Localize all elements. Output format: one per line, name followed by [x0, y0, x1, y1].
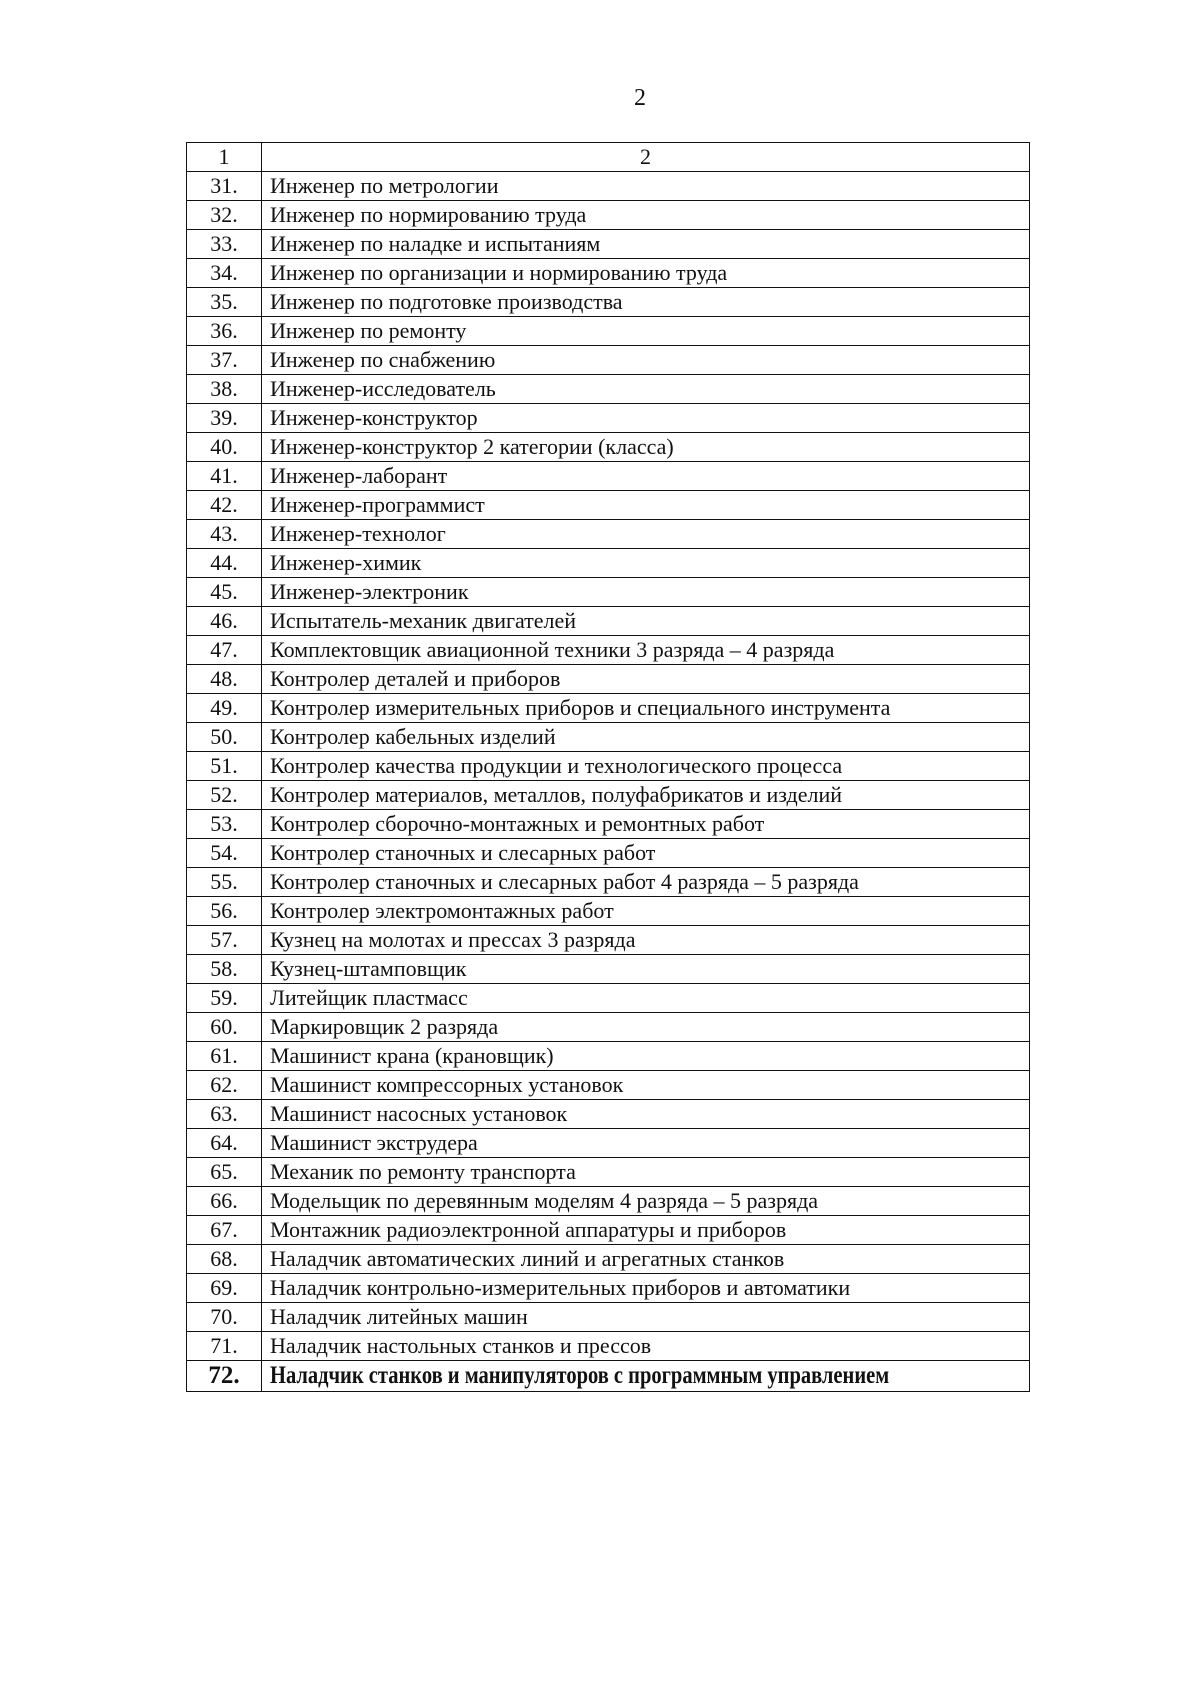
row-number-cell: 47. [187, 636, 262, 665]
row-name-cell: Машинист экструдера [262, 1129, 1030, 1158]
page-number: 2 [634, 85, 646, 111]
row-number-cell: 54. [187, 839, 262, 868]
table-row [187, 955, 1030, 984]
row-number-cell: 62. [187, 1071, 262, 1100]
row-name-cell: Инженер по снабжению [262, 346, 1030, 375]
row-number-cell: 59. [187, 984, 262, 1013]
table-row [187, 1361, 1030, 1392]
row-number-cell: 71. [187, 1332, 262, 1361]
row-name-cell: Инженер по ремонту [262, 317, 1030, 346]
row-number-cell: 37. [187, 346, 262, 375]
table-row [187, 868, 1030, 897]
table-row [187, 926, 1030, 955]
table-row [187, 520, 1030, 549]
table-row [187, 491, 1030, 520]
header-cell-number: 1 [187, 143, 262, 172]
row-name-cell: Механик по ремонту транспорта [262, 1158, 1030, 1187]
row-name-cell: Инженер-технолог [262, 520, 1030, 549]
row-number-cell: 46. [187, 607, 262, 636]
table-header-row [187, 143, 1030, 172]
row-number-cell: 50. [187, 723, 262, 752]
table-row [187, 1071, 1030, 1100]
row-name-cell: Испытатель-механик двигателей [262, 607, 1030, 636]
row-name-cell: Машинист компрессорных установок [262, 1071, 1030, 1100]
table-row [187, 1332, 1030, 1361]
row-name-cell: Контролер материалов, металлов, полуфабрикатов и изделий [262, 781, 1030, 810]
row-number-cell: 68. [187, 1245, 262, 1274]
row-name-cell: Инженер-химик [262, 549, 1030, 578]
table-row [187, 1129, 1030, 1158]
table-row [187, 317, 1030, 346]
table-row [187, 984, 1030, 1013]
row-number-cell: 39. [187, 404, 262, 433]
table-row [187, 781, 1030, 810]
row-number-cell: 35. [187, 288, 262, 317]
row-number-cell: 43. [187, 520, 262, 549]
table-row [187, 665, 1030, 694]
row-number-cell: 63. [187, 1100, 262, 1129]
table-row [187, 839, 1030, 868]
row-name-cell: Инженер-конструктор [262, 404, 1030, 433]
table-row [187, 433, 1030, 462]
table-row [187, 172, 1030, 201]
row-number-cell: 69. [187, 1274, 262, 1303]
row-name-cell: Кузнец-штамповщик [262, 955, 1030, 984]
table-row [187, 1303, 1030, 1332]
row-number-cell: 34. [187, 259, 262, 288]
table-row [187, 578, 1030, 607]
professions-table [186, 142, 1030, 1392]
row-name-cell: Контролер электромонтажных работ [262, 897, 1030, 926]
row-name-cell: Инженер-программист [262, 491, 1030, 520]
row-name-cell: Машинист крана (крановщик) [262, 1042, 1030, 1071]
row-number-cell: 66. [187, 1187, 262, 1216]
row-number-cell: 38. [187, 375, 262, 404]
table-row [187, 462, 1030, 491]
row-number-cell: 65. [187, 1158, 262, 1187]
table-row [187, 810, 1030, 839]
table-row [187, 1216, 1030, 1245]
row-name-cell: Кузнец на молотах и прессах 3 разряда [262, 926, 1030, 955]
row-name-cell: Монтажник радиоэлектронной аппаратуры и приборов [262, 1216, 1030, 1245]
table-row [187, 1100, 1030, 1129]
row-number-cell: 64. [187, 1129, 262, 1158]
row-number-cell: 52. [187, 781, 262, 810]
table-row [187, 1187, 1030, 1216]
row-number-cell: 31. [187, 172, 262, 201]
row-name-cell: Контролер измерительных приборов и специального инструмента [262, 694, 1030, 723]
row-number-cell: 36. [187, 317, 262, 346]
row-name-cell: Машинист насосных установок [262, 1100, 1030, 1129]
row-number-cell: 45. [187, 578, 262, 607]
row-name-cell: Инженер-конструктор 2 категории (класса) [262, 433, 1030, 462]
row-name-cell: Маркировщик 2 разряда [262, 1013, 1030, 1042]
header-cell-name: 2 [262, 143, 1030, 172]
row-number-cell: 32. [187, 201, 262, 230]
row-name-cell: Литейщик пластмасс [262, 984, 1030, 1013]
row-name-cell: Инженер по нормированию труда [262, 201, 1030, 230]
row-number-cell: 40. [187, 433, 262, 462]
table-row [187, 1158, 1030, 1187]
table-row [187, 375, 1030, 404]
row-number-cell: 55. [187, 868, 262, 897]
row-number-cell: 44. [187, 549, 262, 578]
row-number-cell: 61. [187, 1042, 262, 1071]
table-row [187, 346, 1030, 375]
row-name-text: Наладчик станков и манипуляторов с программным управлением [270, 1362, 890, 1389]
table-row [187, 288, 1030, 317]
table-row [187, 897, 1030, 926]
row-number-cell: 70. [187, 1303, 262, 1332]
row-number-cell: 58. [187, 955, 262, 984]
table-row [187, 259, 1030, 288]
table-row [187, 694, 1030, 723]
row-name-cell: Контролер сборочно-монтажных и ремонтных работ [262, 810, 1030, 839]
table-row [187, 1042, 1030, 1071]
table-row [187, 636, 1030, 665]
row-number-cell: 51. [187, 752, 262, 781]
row-name-cell [262, 1361, 1030, 1392]
row-name-cell: Наладчик контрольно-измерительных приборов и автоматики [262, 1274, 1030, 1303]
row-name-cell: Контролер станочных и слесарных работ 4 разряда – 5 разряда [262, 868, 1030, 897]
row-number-cell: 33. [187, 230, 262, 259]
row-number-cell: 67. [187, 1216, 262, 1245]
table-row [187, 230, 1030, 259]
row-number-cell: 57. [187, 926, 262, 955]
row-name-cell: Наладчик автоматических линий и агрегатных станков [262, 1245, 1030, 1274]
row-name-cell: Контролер деталей и приборов [262, 665, 1030, 694]
row-name-cell: Инженер по организации и нормированию труда [262, 259, 1030, 288]
row-name-cell: Инженер-электроник [262, 578, 1030, 607]
row-name-cell: Инженер-лаборант [262, 462, 1030, 491]
row-name-cell: Инженер по подготовке производства [262, 288, 1030, 317]
row-name-cell: Наладчик настольных станков и прессов [262, 1332, 1030, 1361]
table-body [187, 143, 1030, 1392]
row-number-cell: 41. [187, 462, 262, 491]
row-number-cell: 49. [187, 694, 262, 723]
row-number-cell: 60. [187, 1013, 262, 1042]
row-name-cell: Контролер кабельных изделий [262, 723, 1030, 752]
table-row [187, 723, 1030, 752]
row-name-cell: Инженер по метрологии [262, 172, 1030, 201]
table-row [187, 404, 1030, 433]
row-name-cell: Инженер по наладке и испытаниям [262, 230, 1030, 259]
row-number-cell: 48. [187, 665, 262, 694]
table-row [187, 1013, 1030, 1042]
row-name-cell: Инженер-исследователь [262, 375, 1030, 404]
row-name-cell: Контролер станочных и слесарных работ [262, 839, 1030, 868]
row-number-cell: 56. [187, 897, 262, 926]
table-row [187, 1274, 1030, 1303]
row-number-cell: 72. [187, 1361, 262, 1392]
table-row [187, 752, 1030, 781]
table-row [187, 607, 1030, 636]
row-name-cell: Комплектовщик авиационной техники 3 разряда – 4 разряда [262, 636, 1030, 665]
table-row [187, 1245, 1030, 1274]
table-row [187, 201, 1030, 230]
row-name-cell: Модельщик по деревянным моделям 4 разряда – 5 разряда [262, 1187, 1030, 1216]
row-number-cell: 42. [187, 491, 262, 520]
row-name-cell: Контролер качества продукции и технологического процесса [262, 752, 1030, 781]
table-row [187, 549, 1030, 578]
row-number-cell: 53. [187, 810, 262, 839]
row-name-cell: Наладчик литейных машин [262, 1303, 1030, 1332]
